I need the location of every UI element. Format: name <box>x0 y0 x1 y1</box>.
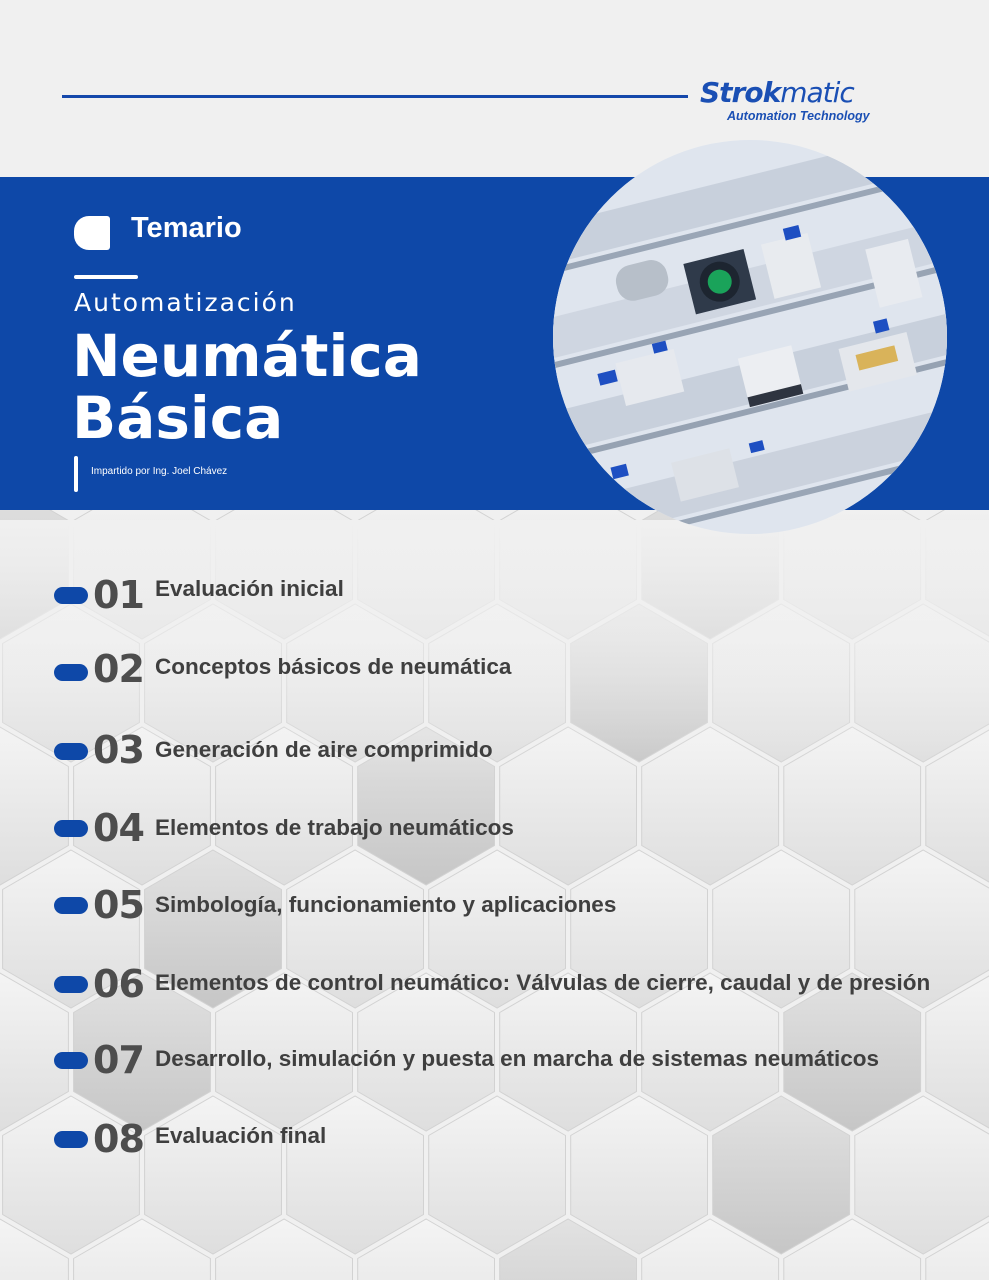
bullet-pill <box>54 743 88 760</box>
section-tag: Temario <box>131 212 242 244</box>
bullet-pill <box>54 976 88 993</box>
bullet-pill <box>54 1052 88 1069</box>
bullet-pill <box>54 897 88 914</box>
topic-label: Generación de aire comprimido <box>155 737 493 762</box>
pneumatic-panel-photo <box>553 140 947 534</box>
header-rule <box>62 95 688 98</box>
topic-number: 03 <box>93 728 144 772</box>
topic-number: 04 <box>93 806 144 850</box>
tag-icon <box>74 216 110 250</box>
subtitle: Automatización <box>74 288 297 317</box>
topic-label: Elementos de control neumático: Válvulas de cierre, caudal y de presión <box>155 970 931 995</box>
topic-label: Conceptos básicos de neumática <box>155 654 512 679</box>
topic-label: Evaluación final <box>155 1123 327 1148</box>
topic-number: 06 <box>93 962 144 1006</box>
bullet-pill <box>54 664 88 681</box>
topic-number: 08 <box>93 1117 144 1161</box>
topic-label: Elementos de trabajo neumáticos <box>155 815 514 840</box>
page-title: Neumática Básica <box>72 322 422 452</box>
topic-number: 02 <box>93 647 144 691</box>
bullet-pill <box>54 587 88 604</box>
topic-label: Evaluación inicial <box>155 576 344 601</box>
topic-number: 05 <box>93 883 144 927</box>
topic-number: 07 <box>93 1038 144 1082</box>
bullet-pill <box>54 1131 88 1148</box>
topic-label: Simbología, funcionamiento y aplicaciones <box>155 892 617 917</box>
title-rule <box>74 275 138 279</box>
strokmatic-logo: Strokmatic Automation Technology <box>700 76 870 123</box>
author-bar <box>74 456 78 492</box>
author-credit: Impartido por Ing. Joel Chávez <box>91 466 228 477</box>
topic-label: Desarrollo, simulación y puesta en marcha de sistemas neumáticos <box>155 1046 880 1071</box>
bullet-pill <box>54 820 88 837</box>
topic-number: 01 <box>93 573 144 617</box>
